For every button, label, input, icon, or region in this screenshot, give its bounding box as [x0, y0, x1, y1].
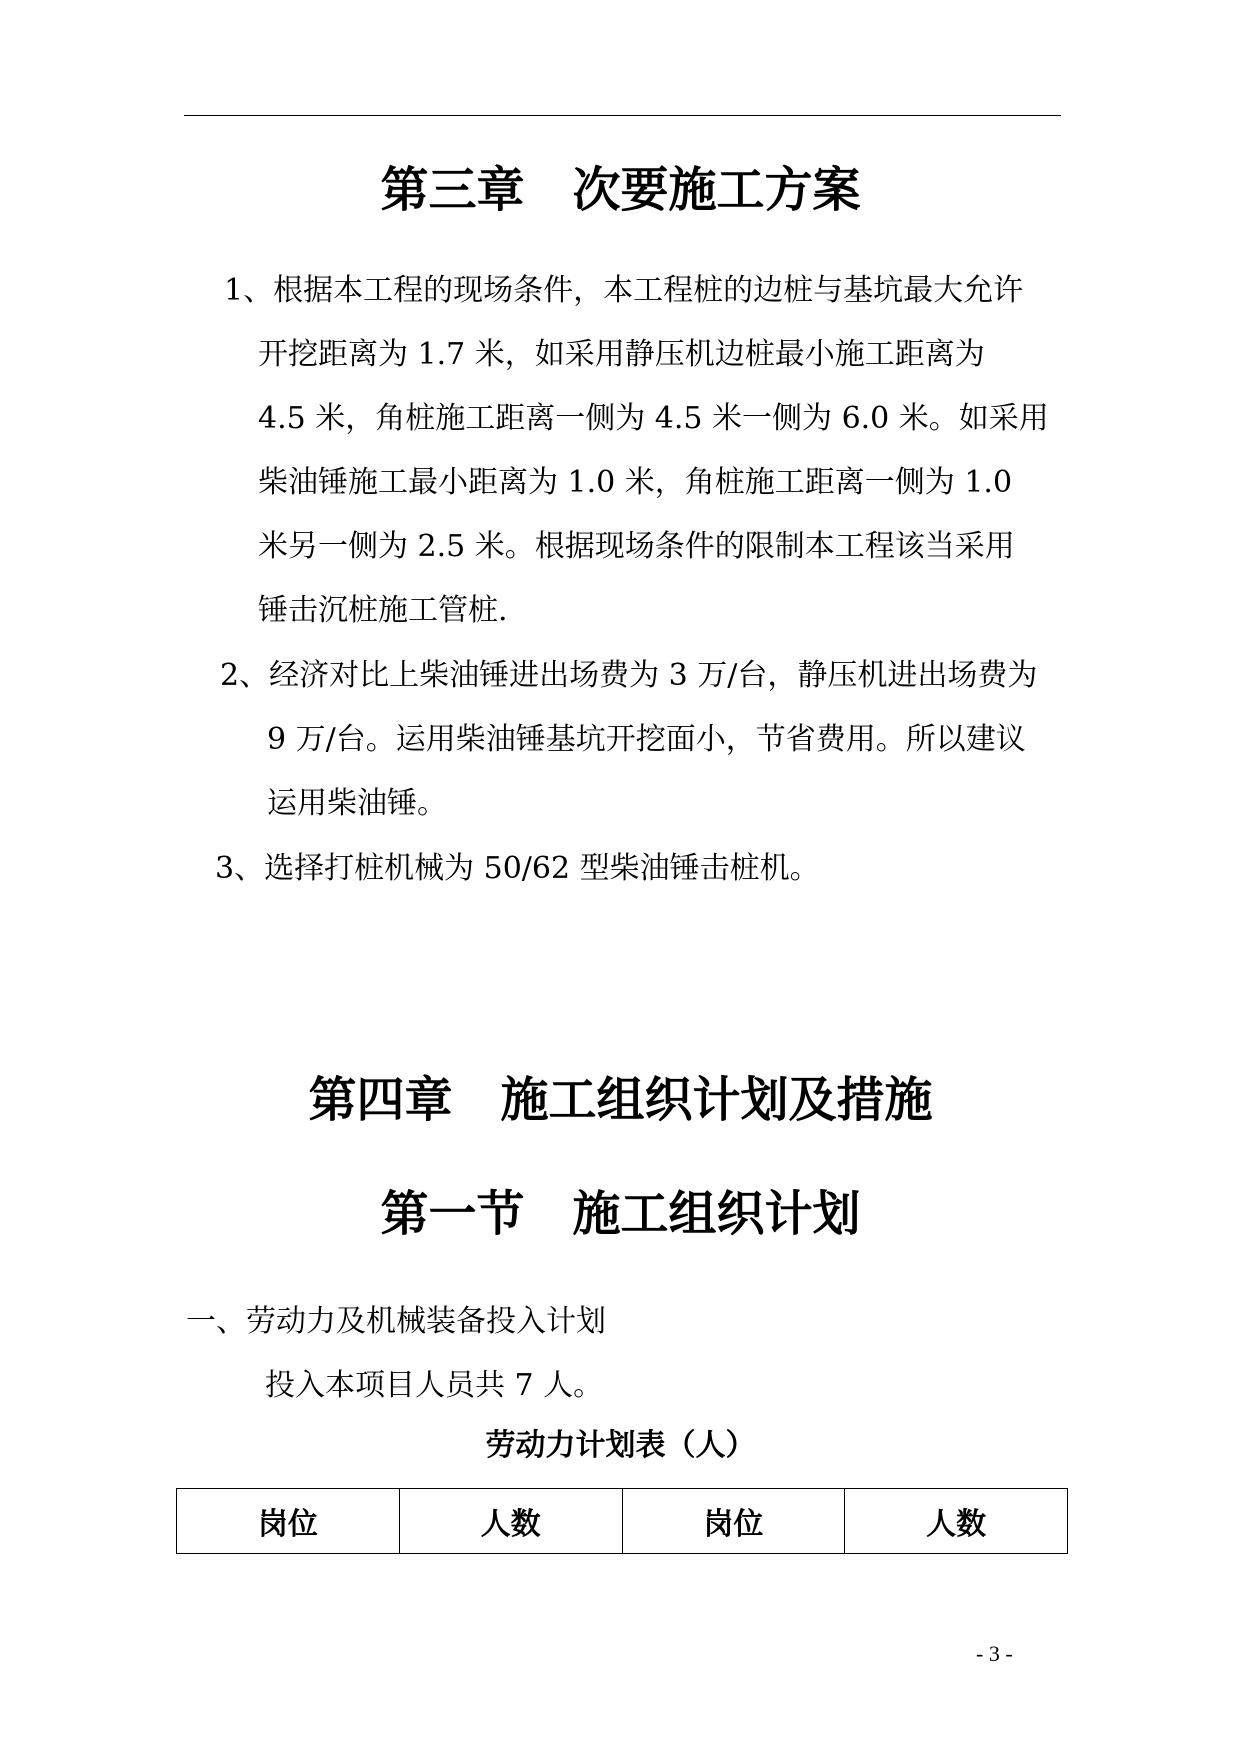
item-1-line-1: 1、根据本工程的现场条件，本工程桩的边桩与基坑最大允许 [224, 273, 1024, 308]
item-1-line-4: 柴油锤施工最小距离为 1.0 米，角桩施工距离一侧为 1.0 [258, 465, 1013, 500]
section-1-title: 第一节 施工组织计划 [380, 1186, 861, 1242]
table-header-count: 人数 [399, 1489, 622, 1554]
table-header-position-2: 岗位 [622, 1489, 845, 1554]
item-1-line-2: 开挖距离为 1.7 米，如采用静压机边桩最小施工距离为 [258, 337, 985, 372]
labor-table-title: 劳动力计划表（人） [485, 1428, 756, 1463]
chapter-3-title: 第三章 次要施工方案 [380, 162, 861, 218]
table-header-row [177, 1489, 1068, 1554]
item-1-line-3: 4.5 米，角桩施工距离一侧为 4.5 米一侧为 6.0 米。如采用 [258, 401, 1049, 436]
item-2-line-1: 2、经济对比上柴油锤进出场费为 3 万/台，静压机进出场费为 [220, 658, 1038, 693]
item-2-line-2: 9 万/台。运用柴油锤基坑开挖面小，节省费用。所以建议 [267, 722, 1026, 757]
item-2-line-3: 运用柴油锤。 [267, 786, 447, 821]
table-header-count-2: 人数 [845, 1489, 1068, 1554]
page-number: - 3 - [976, 1641, 1013, 1666]
subsection-heading: 一、劳动力及机械装备投入计划 [186, 1304, 606, 1339]
table-header-position: 岗位 [177, 1489, 400, 1554]
item-1-line-5: 米另一侧为 2.5 米。根据现场条件的限制本工程该当采用 [258, 529, 1015, 564]
item-3-line-1: 3、选择打桩机械为 50/62 型柴油锤击桩机。 [215, 851, 820, 886]
labor-plan-table [176, 1488, 1068, 1554]
item-1-line-6: 锤击沉桩施工管桩. [258, 593, 508, 628]
personnel-count-text: 投入本项目人员共 7 人。 [265, 1368, 604, 1403]
header-rule [184, 115, 1061, 116]
chapter-4-title: 第四章 施工组织计划及措施 [308, 1072, 933, 1128]
